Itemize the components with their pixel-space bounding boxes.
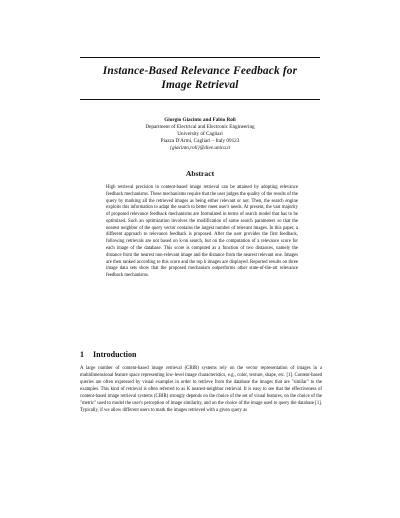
author-email: {giacinto,roli}@diee.unica.it [169, 144, 231, 151]
author-university: University of Cagliari [177, 130, 223, 137]
author-names: Giorgio Giacinto and Fabio Roli [164, 117, 236, 123]
section-number: 1 [80, 350, 84, 359]
author-block [80, 117, 320, 152]
author-department: Department of Electrical and Electronic Engineering [145, 123, 255, 130]
bottom-rule [80, 99, 320, 100]
body-paragraph: A large number of content-based image retrieval (CBIR) systems rely on the vector representation of images in a multidimensional feature space representing low-level image characteristics, e.g., color, texture, shape, etc. [1]. Content-based queries are often expressed by visual examples in order to retrieve from the database the images that are "similar" to the examples. This kind of retrieval is often referred to as K nearest-neighbor retrieval. It is easy to see that the effectiveness of content-based image retrieval systems (CBIR) strongly depends on the choice of the set of visual features, on the choice of the "metric" used to model the user's perception of image similarity, and on the choice of the image used to query the database [1]. Typically, if we allow different users to mark the images retrieved with a given query as [80, 366, 322, 414]
abstract-heading: Abstract [185, 169, 215, 178]
title-line-1: Instance-Based Relevance Feedback for [102, 65, 298, 77]
title-line-2: Image Retrieval [161, 78, 239, 91]
abstract-text: High retrieval precision in content-based image retrieval can be attained by adopting relevance feedback mechanisms. These mechanisms require that the user judges the quality of the results of the query by marking all the retrieved images as being either relevant or not. Then, the search engine exploits this information to adapt the search to better meet user's needs. At present, the vast majority of proposed relevance feedback mechanisms are formulated in terms of search model that has to be optimized. Such an optimization involves the modification of some search parameters so that the nearest neighbor of the query vector contains the largest number of relevant images. In this paper, a different approach to relevance feedback is proposed. After the user provides the first feedback, following retrievals are not based on k-nn search, but on the computation of a relevance score for each image of the database. This score is computed as a function of two distances, namely the distance from the nearest non-relevant image and the distance from the nearest relevant one. Images are then ranked according to this score and the top k images are displayed. Reported results on three image data sets show that the proposed mechanism outperforms other state-of-the-art relevance feedback mechanisms. [106, 185, 298, 279]
section-title: Introduction [93, 350, 137, 359]
section-body [80, 365, 322, 414]
paper-title [80, 65, 320, 93]
section-heading [80, 350, 136, 359]
author-address: Piazza D'Armi, Cagliari – Italy 09123 [160, 137, 240, 144]
top-rule [80, 57, 320, 58]
